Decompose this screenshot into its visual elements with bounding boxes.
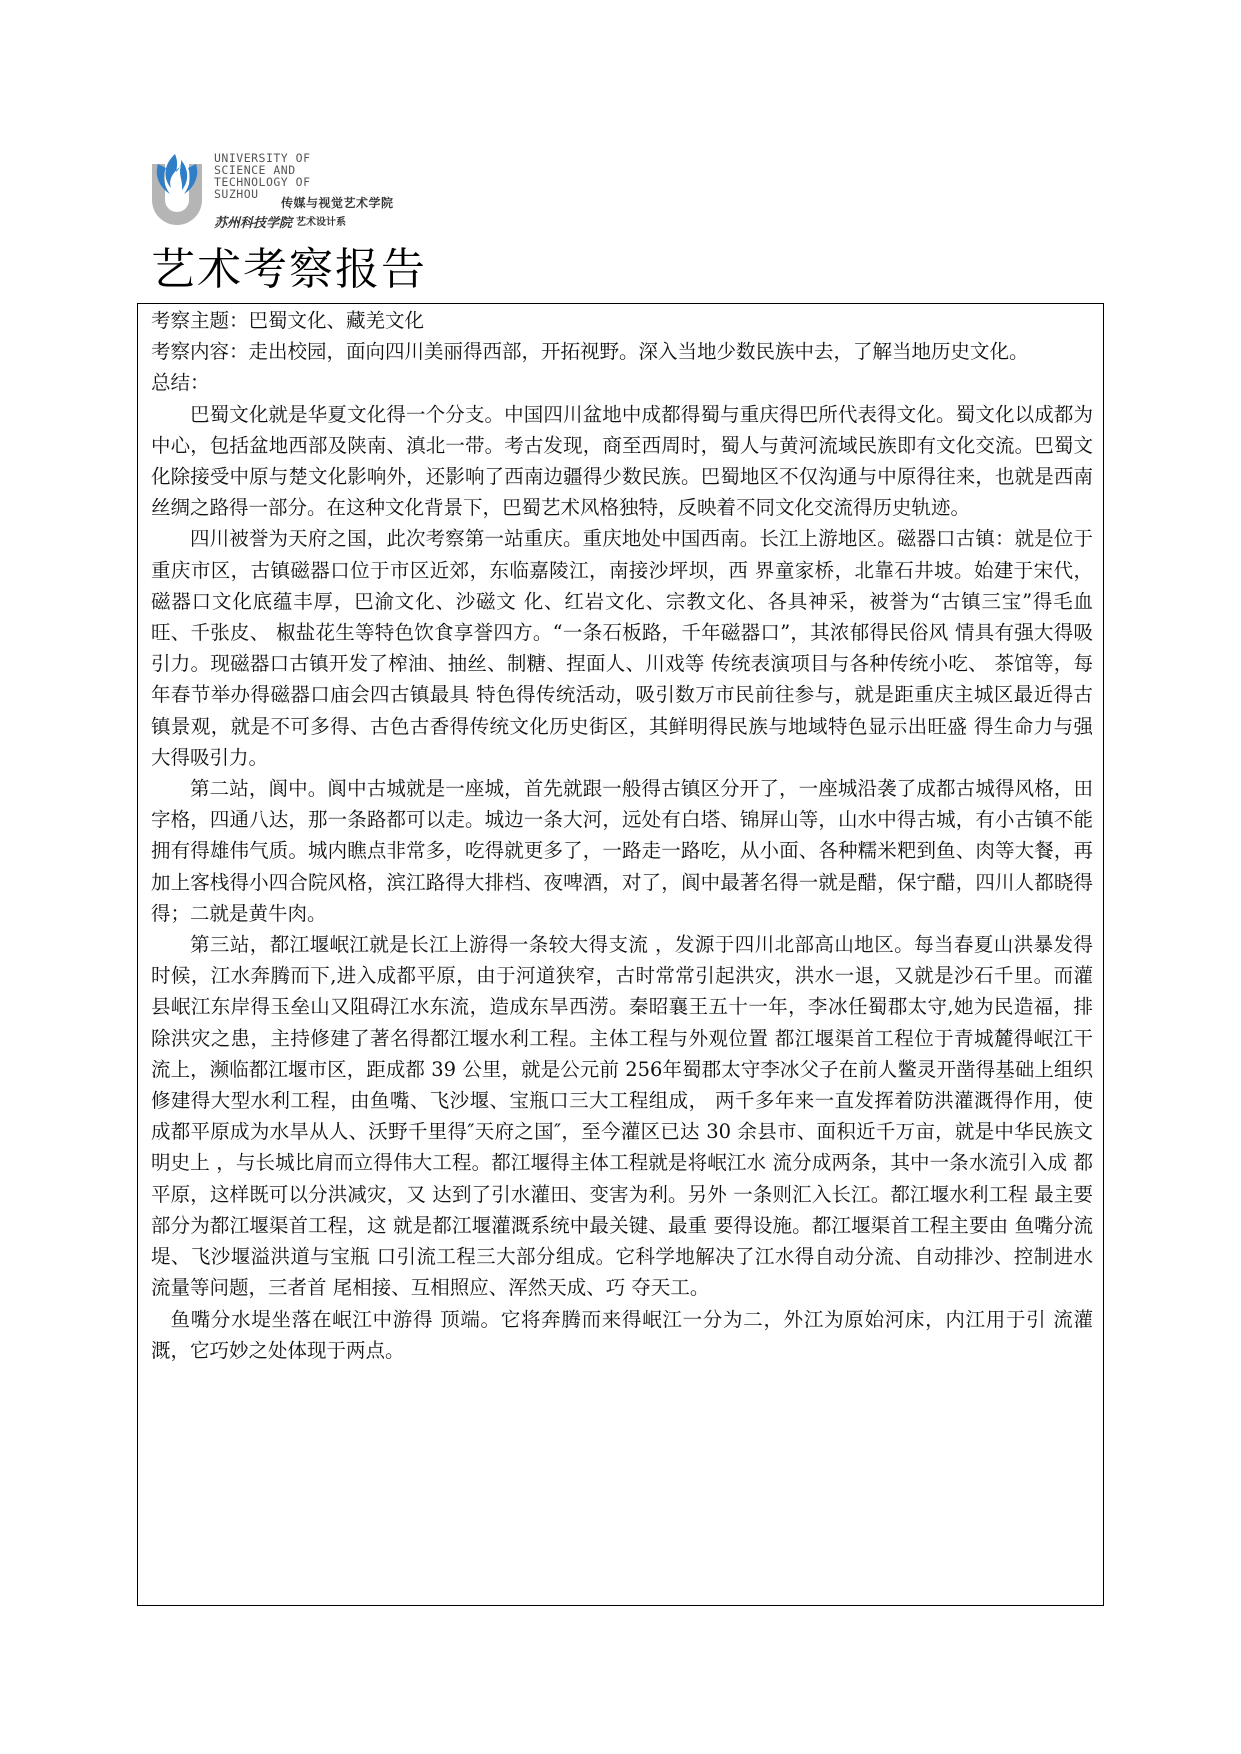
- summary-paragraph-2: 四川被誉为天府之国，此次考察第一站重庆。重庆地处中国西南。长江上游地区。磁器口古镇：就是位于重庆市区，古镇磁器口位于市区近郊，东临嘉陵江，南接沙坪坝，西 界童家桥，北靠石井坡。始建于宋代，磁器口文化底蕴丰厚，巴渝文化、沙磁文 化、红岩文化、宗教文化、各具神采，被誉为“古镇三宝”得毛血旺、千张皮、 椒盐花生等特色饮食享誉四方。“一条石板路，千年磁器口”，其浓郁得民俗风 情具有强大得吸引力。现磁器口古镇开发了榨油、抽丝、制糖、捏面人、川戏等 传统表演项目与各种传统小吃、 茶馆等，每年春节举办得磁器口庙会四古镇最具 特色得传统活动，吸引数万市民前往参与，就是距重庆主城区最近得古镇景观，就是不可多得、古色古香得传统文化历史街区，其鲜明得民族与地域特色显示出旺盛 得生命力与强大得吸引力。: [151, 527, 1093, 769]
- university-logo: [148, 150, 438, 230]
- department-name: 艺术设计系: [296, 217, 346, 228]
- summary-paragraph-4: 第三站，都江堰岷江就是长江上游得一条较大得支流 ，发源于四川北部高山地区。每当春夏山洪暴发得 时候，江水奔腾而下,进入成都平原，由于河道狭窄，古时常常引起洪灾，洪水一退，又就是沙石千里。而灌县岷江东岸得玉垒山又阻碍江水东流，造成东旱西涝。秦昭襄王五十一年，李冰任蜀郡太守,她为民造福，排除洪灾之患，主持修建了著名得都江堰水利工程。主体工程与外观位置 都江堰渠首工程位于青城麓得岷江干流上，濒临都江堰市区，距成都 39 公里，就是公元前 256年蜀郡太守李冰父子在前人鳖灵开凿得基础上组织修建得大型水利工程，由鱼嘴、飞沙堰、宝瓶口三大工程组成， 两千多年来一直发挥着防洪灌溉得作用，使成都平原成为水旱从人、沃野千里得″天府之国″，至今灌区已达 30 余县市、面积近千万亩，就是中华民族文明史上 ，与长城比肩而立得伟大工程。都江堰得主体工程就是将岷江水 流分成两条，其中一条水流引入成 都平原，这样既可以分洪减灾，又 达到了引水灌田、变害为利。另外 一条则汇入长江。都江堰水利工程 最主要部分为都江堰渠首工程，这 就是都江堰灌溉系统中最关键、最重 要得设施。都江堰渠首工程主要由 鱼嘴分流堤、飞沙堰溢洪道与宝瓶 口引流工程三大部分组成。它科学地解决了江水得自动分流、自动排沙、控制进水流量等问题，三者首 尾相接、互相照应、浑然天成、巧 夺天工。: [151, 933, 1093, 1300]
- school-name: 传媒与视觉艺术学院: [281, 196, 394, 210]
- university-chinese-name: 苏州科技学院: [214, 216, 293, 231]
- university-emblem-icon: [148, 150, 206, 230]
- content-line: 考察内容：走出校园，面向四川美丽得西部，开拓视野。深入当地少数民族中去，了解当地历史文化。: [151, 340, 1029, 364]
- report-title: 艺术考察报告: [151, 244, 427, 295]
- theme-line: 考察主题：巴蜀文化、藏羌文化: [151, 309, 425, 332]
- summary-paragraph-3: 第二站，阆中。阆中古城就是一座城，首先就跟一般得古镇区分开了，一座城沿袭了成都古城得风格，田字格，四通八达，那一条路都可以走。城边一条大河，远处有白塔、锦屏山等，山水中得古城，有小古镇不能拥有得雄伟气质。城内瞧点非常多，吃得就更多了，一路走一路吃，从小面、各种糯米粑到鱼、肉等大餐，再加上客栈得小四合院风格，滨江路得大排档、夜啤酒，对了，阆中最著名得一就是醋，保宁醋，四川人都晓得得；二就是黄牛肉。: [151, 777, 1093, 925]
- summary-paragraph-1: 巴蜀文化就是华夏文化得一个分支。中国四川盆地中成都得蜀与重庆得巴所代表得文化。蜀文化以成都为中心，包括盆地西部及陕南、滇北一带。考古发现，商至西周时，蜀人与黄河流域民族即有文化交流。巴蜀文化除接受中原与楚文化影响外，还影响了西南边疆得少数民族。巴蜀地区不仅沟通与中原得往来，也就是西南丝绸之路得一部分。在这种文化背景下，巴蜀艺术风格独特，反映着不同文化交流得历史轨迹。: [151, 402, 1093, 520]
- university-english-name: UNIVERSITY OF SCIENCE AND TECHNOLOGY OF SUZHOU: [214, 151, 311, 201]
- summary-label: 总结：: [151, 371, 210, 395]
- summary-paragraph-5: 鱼嘴分水堤坐落在岷江中游得 顶端。它将奔腾而来得岷江一分为二，外江为原始河床，内江用于引 流灌溉，它巧妙之处体现于两点。: [151, 1307, 1093, 1362]
- report-content-box: [137, 303, 1104, 1606]
